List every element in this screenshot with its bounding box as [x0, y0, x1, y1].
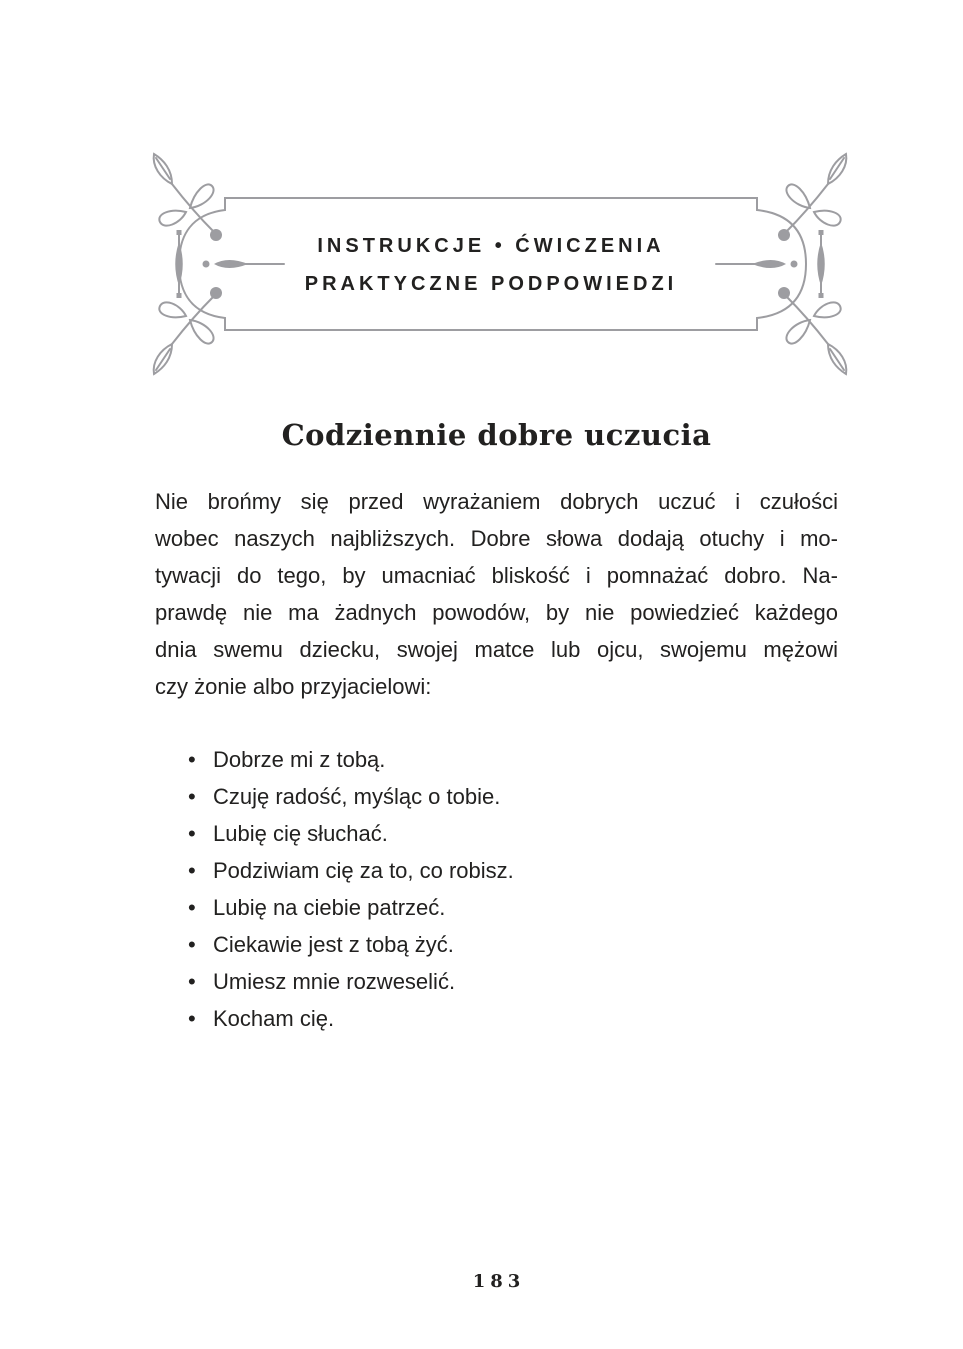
- list-item-text: Lubię na ciebie patrzeć.: [213, 895, 446, 920]
- bullet-icon: •: [188, 821, 196, 846]
- bullet-icon: •: [188, 784, 196, 809]
- paragraph-line: wobec naszych najbliższych. Dobre słowa dodają otuchy i mo-: [155, 526, 838, 551]
- list-item-text: Czuję radość, myśląc o tobie.: [213, 784, 501, 809]
- list-item-text: Lubię cię słuchać.: [213, 821, 388, 846]
- list-item: [155, 778, 795, 815]
- bullet-icon: •: [188, 858, 196, 883]
- dot-ornament: [203, 261, 210, 268]
- paragraph-line: czy żonie albo przyjacielowi:: [155, 674, 432, 699]
- body-paragraph: [155, 483, 838, 705]
- list-item-text: Podziwiam cię za to, co robisz.: [213, 858, 514, 883]
- bullet-icon: •: [188, 932, 196, 957]
- leaf-flourish: [154, 154, 214, 232]
- bullet-list: [155, 741, 795, 1037]
- paragraph-line: Nie brońmy się przed wyrażaniem dobrych uczuć i czułości: [155, 489, 838, 514]
- paragraph-line: prawdę nie ma żadnych powodów, by nie powiedzieć każdego: [155, 600, 838, 625]
- list-item-text: Kocham cię.: [213, 1006, 335, 1031]
- header-line-1: INSTRUKCJE • ĆWICZENIA: [317, 235, 665, 257]
- diamond-end-dot: [177, 293, 182, 298]
- bullet-icon: •: [188, 969, 196, 994]
- list-item-text: Dobrze mi z tobą.: [213, 747, 386, 772]
- list-item-text: Ciekawie jest z tobą żyć.: [213, 932, 454, 957]
- list-item: [155, 741, 795, 778]
- bullet-icon: •: [188, 1006, 196, 1031]
- bullet-icon: •: [188, 747, 196, 772]
- paragraph-line: dnia swemu dziecku, swojej matce lub ojcu, swojemu mężowi: [155, 637, 838, 662]
- list-item: [155, 1000, 795, 1037]
- list-item-text: Umiesz mnie rozweselić.: [213, 969, 456, 994]
- section-header: [160, 168, 840, 368]
- diamond-ornament: [175, 242, 183, 286]
- header-text: [225, 227, 757, 303]
- diamond-end-dot: [177, 230, 182, 235]
- list-item: [155, 926, 795, 963]
- page-title: Codziennie dobre uczucia: [281, 418, 712, 452]
- list-item: [155, 852, 795, 889]
- bullet-icon: •: [188, 895, 196, 920]
- paragraph-line: tywacji do tego, by umacniać bliskość i pomnażać dobro. Na-: [155, 563, 838, 588]
- list-item: [155, 963, 795, 1000]
- header-line-2: PRAKTYCZNE PODPOWIEDZI: [304, 273, 678, 295]
- list-item: [155, 815, 795, 852]
- list-item: [155, 889, 795, 926]
- page-number: 183: [472, 1271, 526, 1292]
